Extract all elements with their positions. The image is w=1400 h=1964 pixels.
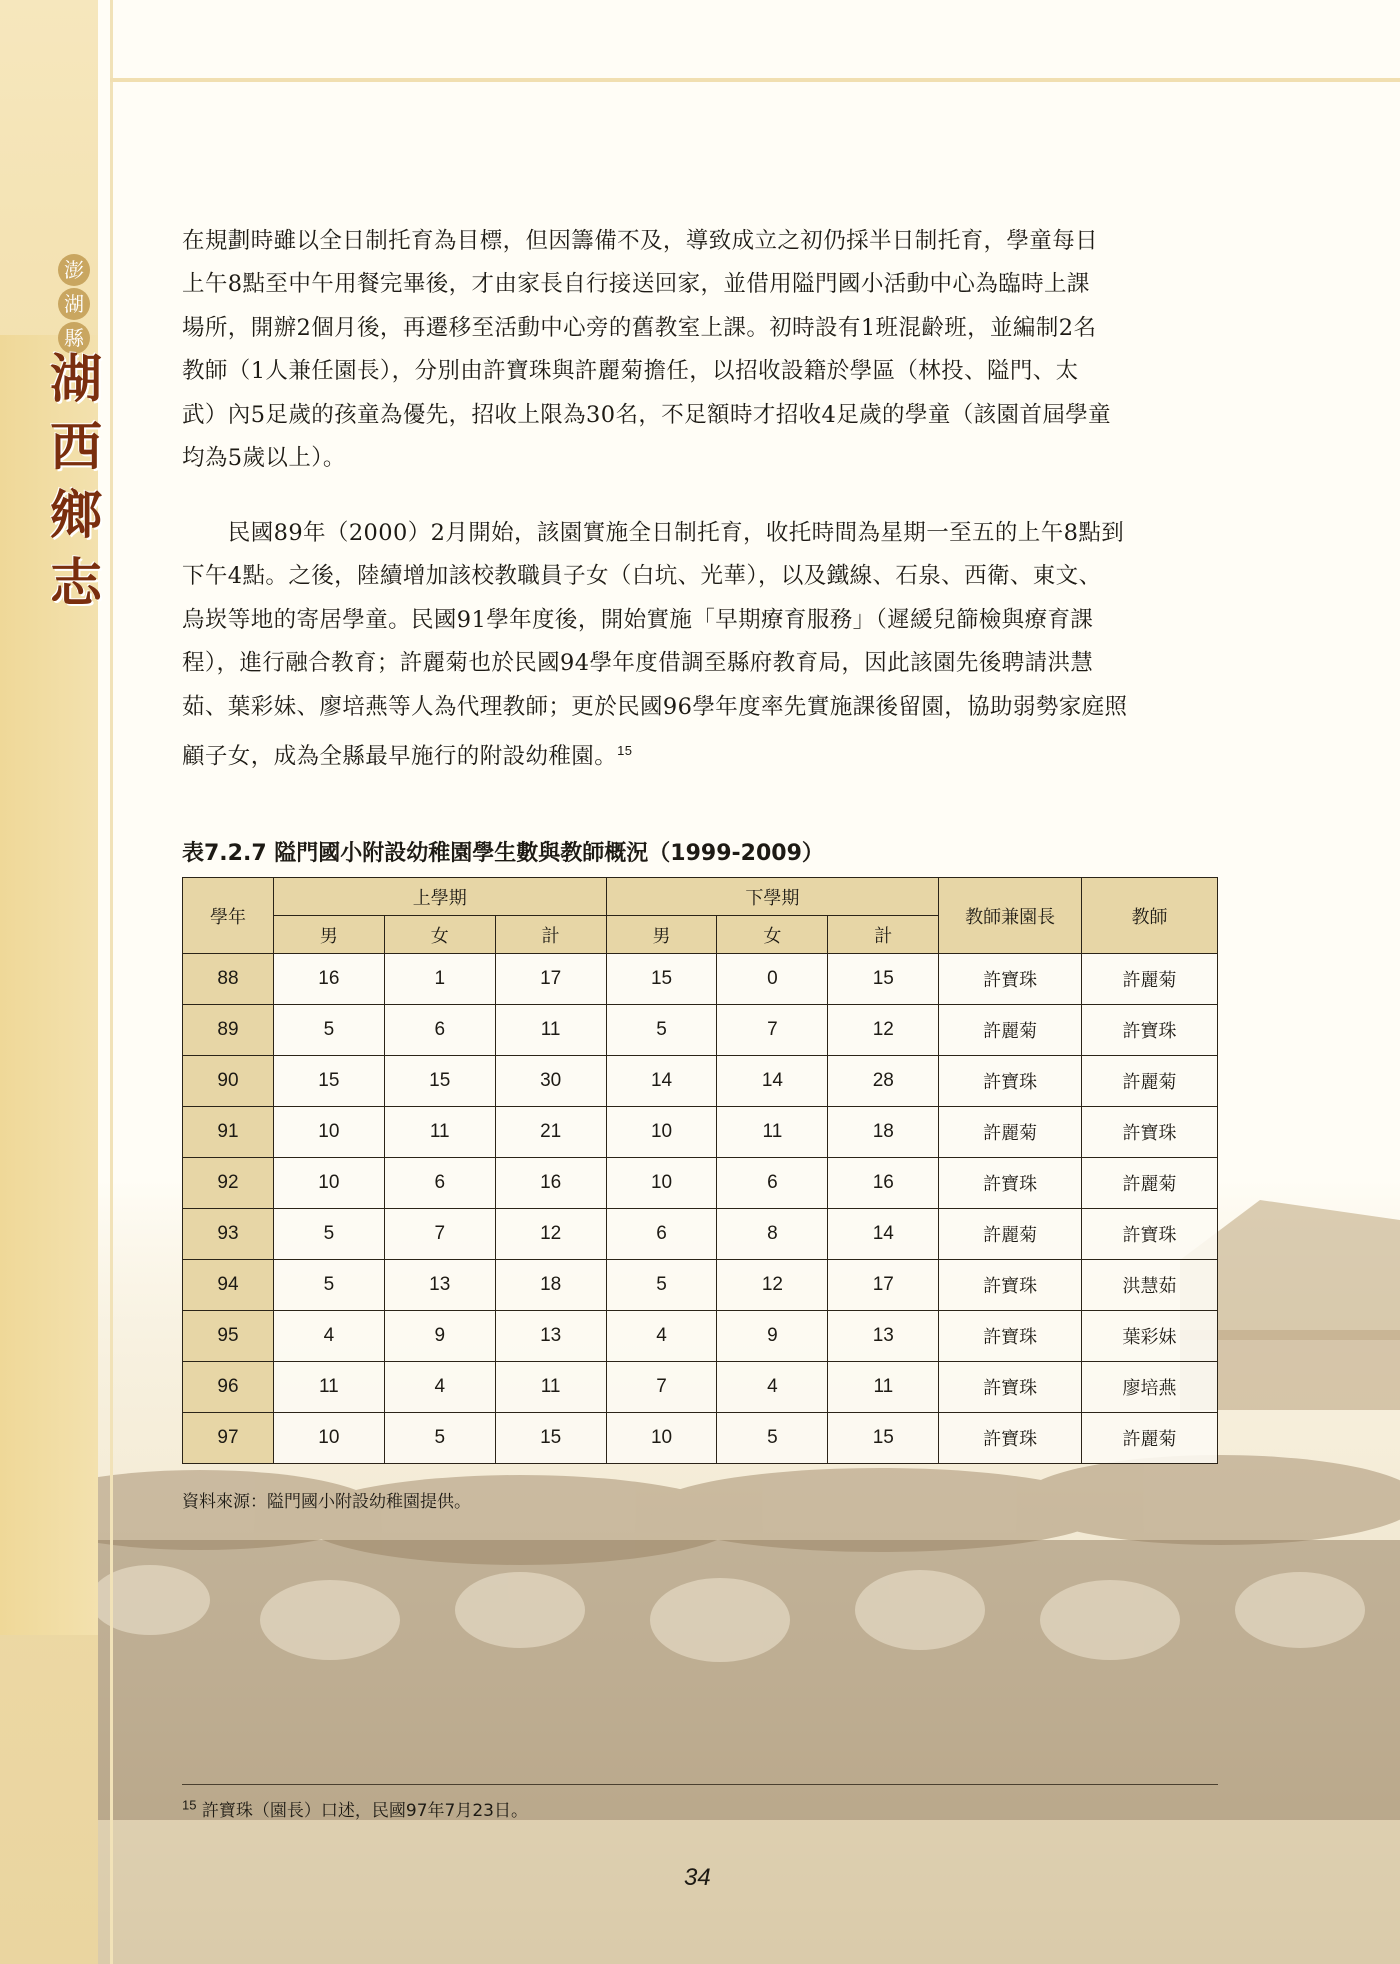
table-row (183, 1413, 1218, 1464)
cell-sem2-female: 6 (717, 1158, 828, 1209)
paragraph-line-text: 顧子女，成為全縣最早施行的附設幼稚園。 (182, 743, 618, 770)
cell-sem1-male: 11 (273, 1362, 384, 1413)
cell-sem1-female: 6 (384, 1005, 495, 1056)
paragraph-line: 程），進行融合教育；許麗菊也於民國94學年度借調至縣府教育局，因此該園先後聘請洪慧 (182, 650, 1094, 677)
table-row (183, 1311, 1218, 1362)
cell-sem1-male: 10 (273, 1413, 384, 1464)
county-label-char: 縣 (58, 322, 90, 354)
cell-year: 95 (183, 1311, 274, 1362)
cell-sem2-male: 5 (606, 1260, 717, 1311)
header-teacher: 教師 (1082, 878, 1218, 954)
cell-sem2-male: 6 (606, 1209, 717, 1260)
cell-teacher: 許麗菊 (1082, 954, 1218, 1005)
cell-year: 89 (183, 1005, 274, 1056)
header-year: 學年 (183, 878, 274, 954)
cell-sem2-male: 15 (606, 954, 717, 1005)
cell-sem2-male: 4 (606, 1311, 717, 1362)
book-title-char: 湖 (50, 349, 103, 410)
cell-sem2-male: 10 (606, 1413, 717, 1464)
table-row (183, 1158, 1218, 1209)
header-total: 計 (495, 916, 606, 954)
table-row (183, 1260, 1218, 1311)
cell-sem1-total: 18 (495, 1260, 606, 1311)
cell-sem2-male: 5 (606, 1005, 717, 1056)
header-rule (110, 78, 1400, 82)
paragraph-line: 教師（1人兼任園長），分別由許寶珠與許麗菊擔任，以招收設籍於學區（林投、隘門、太 (182, 358, 1079, 385)
table-row (183, 1056, 1218, 1107)
header-total: 計 (828, 916, 939, 954)
county-label-char: 澎 (58, 254, 90, 286)
cell-principal: 許寶珠 (939, 1260, 1082, 1311)
cell-principal: 許麗菊 (939, 1005, 1082, 1056)
header-semester-1: 上學期 (273, 878, 606, 916)
table-row (183, 954, 1218, 1005)
header-principal: 教師兼園長 (939, 878, 1082, 954)
book-title-char: 鄉 (50, 485, 103, 546)
cell-sem2-female: 11 (717, 1107, 828, 1158)
cell-principal: 許寶珠 (939, 1362, 1082, 1413)
table-row (183, 1005, 1218, 1056)
cell-sem2-total: 18 (828, 1107, 939, 1158)
cell-sem1-male: 15 (273, 1056, 384, 1107)
cell-sem1-male: 10 (273, 1107, 384, 1158)
cell-sem2-male: 10 (606, 1107, 717, 1158)
cell-sem1-total: 21 (495, 1107, 606, 1158)
cell-year: 91 (183, 1107, 274, 1158)
cell-sem1-total: 30 (495, 1056, 606, 1107)
enrollment-table (182, 877, 1218, 1464)
paragraph-line: 均為5歲以上）。 (182, 445, 346, 472)
paragraph-line: 茹、葉彩妹、廖培燕等人為代理教師；更於民國96學年度率先實施課後留園，協助弱勢家庭照 (182, 693, 1128, 720)
cell-principal: 許寶珠 (939, 1056, 1082, 1107)
table-body (183, 954, 1218, 1464)
cell-sem2-female: 8 (717, 1209, 828, 1260)
table-row (183, 1362, 1218, 1413)
page-number: 34 (684, 1864, 711, 1891)
cell-sem1-male: 5 (273, 1260, 384, 1311)
cell-sem1-total: 11 (495, 1362, 606, 1413)
cell-sem2-male: 14 (606, 1056, 717, 1107)
cell-teacher: 許麗菊 (1082, 1158, 1218, 1209)
cell-principal: 許寶珠 (939, 954, 1082, 1005)
cell-sem2-male: 10 (606, 1158, 717, 1209)
cell-sem1-total: 17 (495, 954, 606, 1005)
cell-sem2-female: 0 (717, 954, 828, 1005)
table-source: 資料來源：隘門國小附設幼稚園提供。 (182, 1492, 471, 1512)
cell-sem1-total: 13 (495, 1311, 606, 1362)
cell-sem1-total: 12 (495, 1209, 606, 1260)
paragraph-line: 場所，開辦2個月後，再遷移至活動中心旁的舊教室上課。初時設有1班混齡班，並編制2名 (182, 314, 1097, 341)
paragraph-line: 在規劃時雖以全日制托育為目標，但因籌備不及，導致成立之初仍採半日制托育，學童每日 (182, 228, 1099, 254)
header-female: 女 (384, 916, 495, 954)
cell-principal: 許麗菊 (939, 1107, 1082, 1158)
table-row (183, 1209, 1218, 1260)
cell-sem1-total: 11 (495, 1005, 606, 1056)
paragraph-2 (182, 512, 1220, 779)
county-label-char: 湖 (58, 288, 90, 320)
cell-sem1-male: 10 (273, 1158, 384, 1209)
cell-sem2-female: 12 (717, 1260, 828, 1311)
cell-sem1-male: 16 (273, 954, 384, 1005)
paragraph-1 (182, 220, 1220, 480)
paragraph-line: 武）內5足歲的孩童為優先，招收上限為30名，不足額時才招收4足歲的學童（該園首屆學童 (182, 401, 1112, 428)
footnote-ref[interactable]: 15 (617, 743, 633, 759)
cell-sem1-female: 15 (384, 1056, 495, 1107)
cell-sem2-male: 7 (606, 1362, 717, 1413)
cell-principal: 許寶珠 (939, 1311, 1082, 1362)
cell-sem2-female: 7 (717, 1005, 828, 1056)
footnote-number: 15 (182, 1797, 197, 1813)
cell-sem2-female: 14 (717, 1056, 828, 1107)
cell-sem2-total: 14 (828, 1209, 939, 1260)
header-male: 男 (606, 916, 717, 954)
cell-year: 92 (183, 1158, 274, 1209)
cell-teacher: 許寶珠 (1082, 1209, 1218, 1260)
cell-teacher: 許麗菊 (1082, 1413, 1218, 1464)
cell-sem1-female: 11 (384, 1107, 495, 1158)
footnote-rule (182, 1784, 1218, 1785)
cell-sem2-total: 16 (828, 1158, 939, 1209)
cell-teacher: 許麗菊 (1082, 1056, 1218, 1107)
cell-sem2-total: 28 (828, 1056, 939, 1107)
paragraph-line: 下午4點。之後，陸續增加該校教職員子女（白坑、光華），以及鐵線、石泉、西衛、東文、 (182, 563, 1102, 590)
cell-year: 96 (183, 1362, 274, 1413)
cell-sem2-total: 12 (828, 1005, 939, 1056)
cell-sem1-male: 5 (273, 1209, 384, 1260)
footnote (182, 1796, 528, 1821)
paragraph-line: 烏崁等地的寄居學童。民國91學年度後，開始實施「早期療育服務」（遲緩兒篩檢與療育課 (182, 606, 1094, 633)
cell-year: 94 (183, 1260, 274, 1311)
cell-principal: 許麗菊 (939, 1209, 1082, 1260)
cell-year: 93 (183, 1209, 274, 1260)
cell-sem2-female: 9 (717, 1311, 828, 1362)
cell-sem1-male: 5 (273, 1005, 384, 1056)
cell-teacher: 廖培燕 (1082, 1362, 1218, 1413)
paragraph-line: 上午8點至中午用餐完畢後，才由家長自行接送回家，並借用隘門國小活動中心為臨時上課 (182, 271, 1090, 298)
table-row (183, 1107, 1218, 1158)
cell-sem2-female: 5 (717, 1413, 828, 1464)
cell-year: 88 (183, 954, 274, 1005)
cell-sem2-total: 13 (828, 1311, 939, 1362)
cell-sem1-male: 4 (273, 1311, 384, 1362)
cell-teacher: 許寶珠 (1082, 1107, 1218, 1158)
cell-teacher: 洪慧茹 (1082, 1260, 1218, 1311)
book-title-char: 西 (50, 417, 103, 478)
header-male: 男 (273, 916, 384, 954)
cell-sem1-female: 1 (384, 954, 495, 1005)
cell-sem2-female: 4 (717, 1362, 828, 1413)
cell-sem2-total: 15 (828, 1413, 939, 1464)
paragraph-line: 民國89年（2000）2月開始，該園實施全日制托育，收托時間為星期一至五的上午8點到 (182, 520, 1125, 546)
margin-rule (110, 0, 113, 1964)
cell-sem1-total: 15 (495, 1413, 606, 1464)
cell-year: 97 (183, 1413, 274, 1464)
cell-sem1-female: 7 (384, 1209, 495, 1260)
cell-teacher: 許寶珠 (1082, 1005, 1218, 1056)
cell-teacher: 葉彩妹 (1082, 1311, 1218, 1362)
cell-sem1-female: 5 (384, 1413, 495, 1464)
footnote-text: 許寶珠（園長）口述，民國97年7月23日。 (201, 1801, 528, 1821)
cell-sem1-female: 6 (384, 1158, 495, 1209)
cell-sem1-total: 16 (495, 1158, 606, 1209)
cell-sem1-female: 9 (384, 1311, 495, 1362)
cell-year: 90 (183, 1056, 274, 1107)
cell-sem1-female: 13 (384, 1260, 495, 1311)
header-female: 女 (717, 916, 828, 954)
cell-principal: 許寶珠 (939, 1413, 1082, 1464)
cell-sem2-total: 17 (828, 1260, 939, 1311)
cell-sem2-total: 11 (828, 1362, 939, 1413)
paragraph-line (182, 729, 1220, 779)
table-caption: 表7.2.7 隘門國小附設幼稚園學生數與教師概況（1999-2009） (182, 841, 824, 866)
book-title-char: 志 (50, 553, 103, 614)
cell-principal: 許寶珠 (939, 1158, 1082, 1209)
header-semester-2: 下學期 (606, 878, 939, 916)
cell-sem2-total: 15 (828, 954, 939, 1005)
cell-sem1-female: 4 (384, 1362, 495, 1413)
